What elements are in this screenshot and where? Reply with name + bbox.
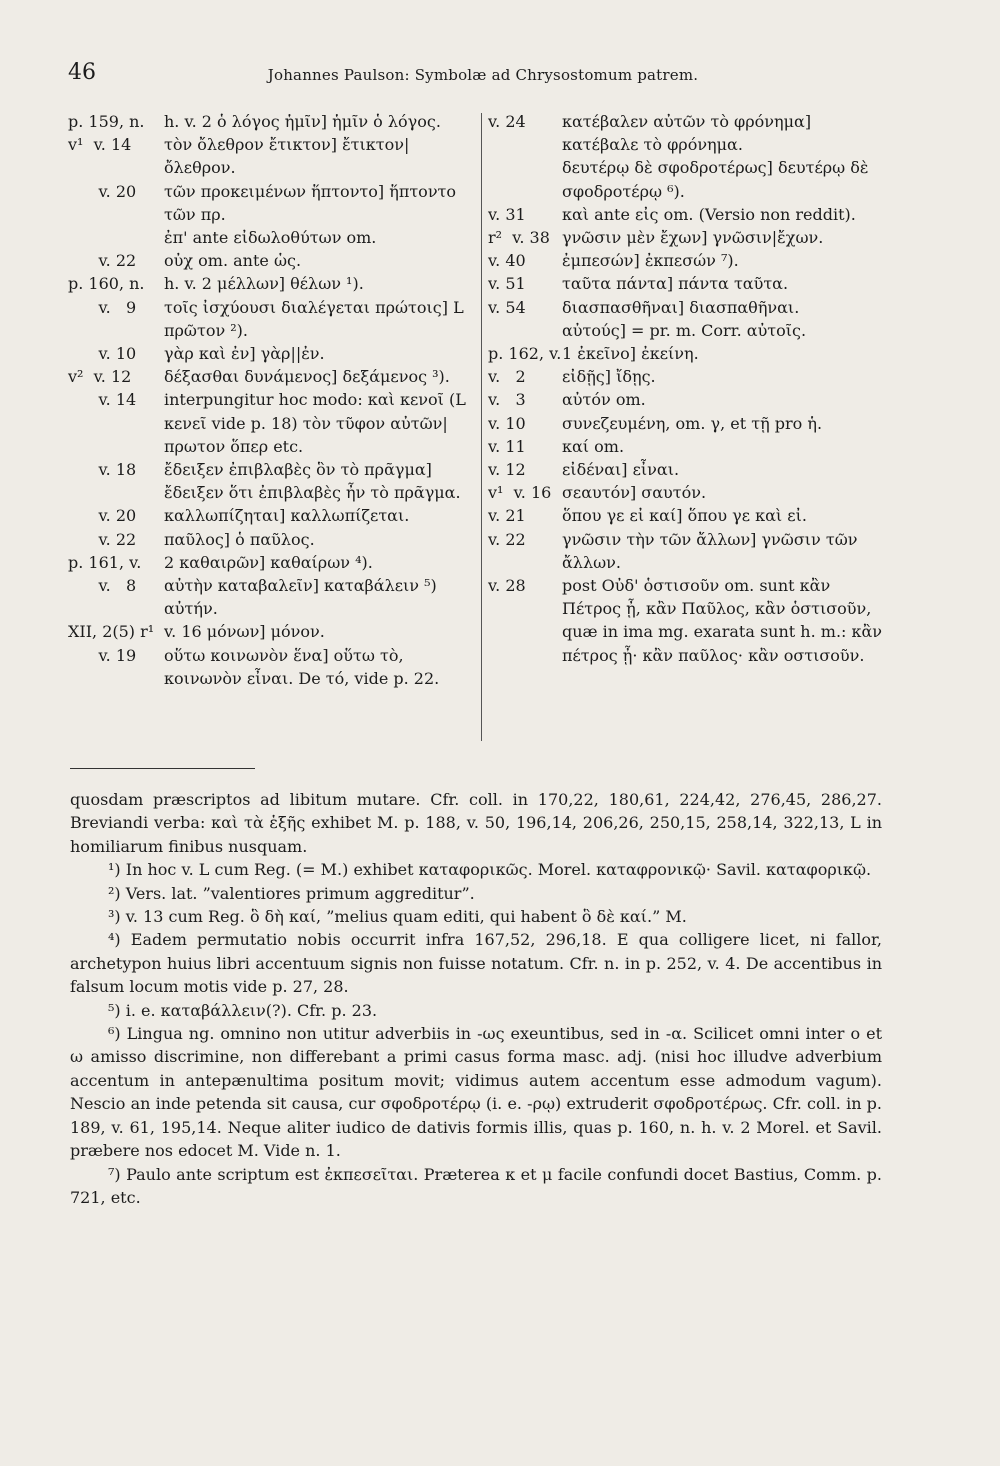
collation-entry bbox=[488, 110, 890, 156]
entry-text: δέξασθαι δυνάμενος] δεξάμενος ³). bbox=[164, 367, 450, 387]
footnote: ¹) In hoc v. L cum Reg. (= M.) exhibet καταφορικῶς. Morel. καταφρονικῷ· Savil. καταφορικῷ. bbox=[108, 860, 872, 880]
entry-reference: v. 8 bbox=[68, 576, 142, 596]
collation-entry bbox=[488, 203, 890, 226]
entry-reference: v. 10 bbox=[488, 413, 531, 433]
collation-entry bbox=[488, 481, 890, 504]
entry-reference: v¹ v. 16 bbox=[488, 483, 557, 503]
entry-text: interpungitur hoc modo: καὶ κενοῖ (L κενεῖ vide p. 18) τὸν τῦφον αὐτῶν| πρωτον ὅπερ etc. bbox=[164, 390, 466, 456]
entry-text: post Οὐδ' ὁστισοῦν om. sunt κἂν Πέτρος ᾖ, κἂν Παῦλος, κἂν ὁστισοῦν, quæ in ima mg. exarata sunt h. m.: κἂν πέτρος ᾖ· κἂν παῦλος· κἂν οστισοῦν. bbox=[562, 576, 883, 665]
footnote: ³) v. 13 cum Reg. ὃ δὴ καί, ”melius quam editi, qui habent ὃ δὲ καί.” M. bbox=[108, 907, 687, 927]
entry-reference: v. 22 bbox=[68, 251, 142, 271]
column-divider bbox=[481, 113, 482, 741]
entry-reference: v. 22 bbox=[68, 529, 142, 549]
footnote-rule bbox=[70, 768, 255, 769]
footnote: ⁶) Lingua ng. omnino non utitur adverbiis in -ως exeuntibus, sed in -α. Scilicet omni inter ο et ω amisso discrimine, non differebant a primi casus forma masc. adj. (nisi hoc illudve adverbium accentum in antepænultima positum movit; vidimus autem accentum esse admodum vagum). Nescio an inde petenda sit causa, cur σφοδροτέρῳ (i. e. -ρῳ) extruderit σφοδροτέρως. Cfr. coll. in p. 189, v. 61, 195,14. Neque aliter iudico de dativis formis illis, quas p. 160, n. h. v. 2 Morel. et Savil. præbere nos edocet M. Vide n. 1. bbox=[70, 1024, 882, 1161]
collation-entry bbox=[68, 504, 474, 527]
collation-entry bbox=[68, 644, 474, 690]
entry-text: κατέβαλεν αὐτῶν τὸ φρόνημα] κατέβαλε τὸ φρόνημα. bbox=[562, 112, 812, 155]
entry-text: ἔδειξεν ἐπιβλαβὲς ὃν τὸ πρᾶγμα] ἔδειξεν ὅτι ἐπιβλαβὲς ἦν τὸ πρᾶγμα. bbox=[164, 460, 461, 503]
collation-entry bbox=[488, 435, 890, 458]
entry-reference bbox=[488, 156, 562, 202]
entry-text: καλλωπίζηται] καλλωπίζεται. bbox=[164, 506, 410, 526]
entry-text: οὐχ om. ante ὡς. bbox=[164, 251, 302, 271]
entry-text: γνῶσιν μὲν ἔχων] γνῶσιν|ἔχων. bbox=[562, 228, 824, 248]
collation-entry bbox=[488, 249, 890, 272]
entry-reference: v. 51 bbox=[488, 274, 531, 294]
entry-text: σεαυτόν] σαυτόν. bbox=[562, 483, 707, 503]
entry-text: διασπασθῆναι] διασπαθῆναι. bbox=[562, 297, 800, 317]
collation-entry bbox=[68, 458, 474, 504]
collation-entry bbox=[68, 249, 474, 272]
entry-text: h. v. 2 μέλλων] θέλων ¹). bbox=[164, 274, 364, 294]
collation-entry bbox=[488, 296, 890, 319]
entry-reference: XII, 2(5) r¹ bbox=[68, 622, 160, 642]
collation-entry bbox=[68, 528, 474, 551]
entry-text: καί om. bbox=[562, 436, 625, 456]
collation-entry bbox=[488, 504, 890, 527]
entry-reference: v. 18 bbox=[68, 460, 142, 480]
collation-entry bbox=[68, 365, 474, 388]
collation-entry bbox=[488, 574, 890, 667]
entry-reference: v² v. 12 bbox=[68, 367, 137, 387]
footnote: ⁷) Paulo ante scriptum est ἐκπεσεῖται. Præterea κ et μ facile confundi docet Bastius, Comm. p. 721, etc. bbox=[70, 1164, 882, 1207]
entry-reference: v. 24 bbox=[488, 112, 531, 131]
entry-reference: v. 21 bbox=[488, 506, 531, 526]
entry-reference: p. 161, v. bbox=[68, 552, 147, 572]
entry-text: καὶ ante εἰς om. (Versio non reddit). bbox=[562, 204, 856, 224]
entry-reference: v. 10 bbox=[68, 344, 142, 364]
entry-reference: v. 3 bbox=[488, 390, 531, 410]
entry-text: ἐμπεσών] ἐκπεσών ⁷). bbox=[562, 251, 739, 271]
collation-entry bbox=[68, 620, 474, 643]
entry-text: συνεζευμένη, om. γ, et τῇ pro ἡ. bbox=[562, 413, 823, 433]
collation-entry bbox=[68, 296, 474, 342]
footnotes bbox=[70, 788, 882, 1209]
entry-text: γὰρ καὶ ἐν] γὰρ||ἐν. bbox=[164, 344, 325, 364]
entry-text: αὐτὴν καταβαλεῖν] καταβάλειν ⁵) αὐτήν. bbox=[164, 576, 437, 619]
entry-reference: v. 31 bbox=[488, 204, 531, 224]
entry-text: γνῶσιν τὴν τῶν ἄλλων] γνῶσιν τῶν ἄλλων. bbox=[562, 529, 858, 572]
entry-text: ἐπ' ante εἰδωλοθύτων om. bbox=[164, 228, 377, 248]
entry-text: τὸν ὄλεθρον ἔτικτον] ἔτικτον|ὄλεθρον. bbox=[164, 135, 410, 178]
entry-reference bbox=[68, 226, 164, 249]
entry-text: εἰδέναι] εἶναι. bbox=[562, 460, 680, 480]
footnote: ⁴) Eadem permutatio nobis occurrit infra 167,52, 296,18. E qua colligere licet, ni fallor, archetypon huius libri accentuum signis non fuisse notatum. Cfr. n. in p. 252, v. 4. De accentibus in falsum locum motis vide p. 27, 28. bbox=[70, 930, 882, 997]
collation-entry bbox=[68, 226, 474, 249]
collation-entry bbox=[488, 272, 890, 295]
entry-text: ταῦτα πάντα] πάντα ταῦτα. bbox=[562, 274, 789, 294]
entry-text: εἰδῇς] ἴδῃς. bbox=[562, 367, 656, 387]
entry-text: δευτέρῳ δὲ σφοδροτέρως] δευτέρῳ δὲ σφοδροτέρῳ ⁶). bbox=[562, 158, 869, 201]
collation-entry bbox=[488, 412, 890, 435]
entry-reference: r² v. 38 bbox=[488, 228, 555, 248]
collation-entry bbox=[488, 458, 890, 481]
entry-text: ὅπου γε εἰ καί] ὅπου γε καὶ εἰ. bbox=[562, 506, 807, 526]
entry-reference: v¹ v. 14 bbox=[68, 135, 137, 155]
entry-reference: v. 22 bbox=[488, 529, 531, 549]
entry-reference: v. 20 bbox=[68, 506, 142, 526]
entry-reference: p. 160, n. bbox=[68, 274, 150, 294]
entry-reference: v. 20 bbox=[68, 181, 142, 201]
collation-entry bbox=[488, 365, 890, 388]
collation-entry bbox=[68, 133, 474, 179]
entry-reference: p. 162, v. bbox=[488, 344, 567, 364]
entry-reference: v. 11 bbox=[488, 436, 531, 456]
collation-entry bbox=[68, 272, 474, 295]
note-continuation: quosdam præscriptos ad libitum mutare. Cfr. coll. in 170,22, 180,61, 224,42, 276,45, 286,27. Breviandi verba: καὶ τὰ ἑξῆς exhibet M. p. 188, v. 50, 196,14, 206,26, 250,15, 258,14, 322,13, L in homiliarum finibus nusquam. bbox=[70, 790, 882, 856]
footnote: ²) Vers. lat. ”valentiores primum aggreditur”. bbox=[108, 883, 475, 903]
collation-entry bbox=[68, 388, 474, 458]
entry-reference bbox=[488, 319, 562, 342]
collation-entry bbox=[68, 342, 474, 365]
entry-reference: v. 40 bbox=[488, 251, 531, 271]
collation-entry bbox=[68, 110, 474, 133]
entry-reference: v. 12 bbox=[488, 460, 531, 480]
page-number: 46 bbox=[68, 60, 96, 85]
entry-reference: p. 159, n. bbox=[68, 112, 150, 131]
footnote: ⁵) i. e. καταβάλλειν(?). Cfr. p. 23. bbox=[108, 1000, 378, 1020]
left-collation-column bbox=[68, 110, 474, 690]
entry-text: 1 ἐκεῖνο] ἐκείνη. bbox=[562, 344, 699, 364]
collation-entry bbox=[488, 388, 890, 411]
entry-reference: v. 28 bbox=[488, 576, 531, 596]
collation-entry bbox=[488, 342, 890, 365]
entry-text: τῶν προκειμένων ἥπτοντο] ἥπτοντο τῶν πρ. bbox=[164, 181, 457, 224]
entry-reference: v. 19 bbox=[68, 645, 142, 665]
entry-text: αὐτούς] = pr. m. Corr. αὐτοῖς. bbox=[562, 320, 807, 340]
collation-entry bbox=[488, 156, 890, 202]
entry-reference: v. 54 bbox=[488, 297, 531, 317]
right-collation-column bbox=[488, 110, 890, 667]
collation-entry bbox=[488, 319, 890, 342]
collation-entry bbox=[488, 528, 890, 574]
entry-text: h. v. 2 ὁ λόγος ἡμῖν] ἡμῖν ὁ λόγος. bbox=[164, 112, 441, 131]
entry-reference: v. 2 bbox=[488, 367, 531, 387]
entry-text: οὕτω κοινωνὸν ἕνα] οὕτω τὸ, κοινωνὸν εἶναι. De τό, vide p. 22. bbox=[164, 645, 440, 688]
entry-text: αὐτόν om. bbox=[562, 390, 646, 410]
entry-text: τοῖς ἰσχύουσι διαλέγεται πρώτοις] L πρῶτον ²). bbox=[164, 297, 464, 340]
entry-text: 2 καθαιρῶν] καθαίρων ⁴). bbox=[164, 552, 373, 572]
collation-entry bbox=[488, 226, 890, 249]
page-header bbox=[68, 58, 898, 92]
collation-entry bbox=[68, 180, 474, 226]
collation-entry bbox=[68, 574, 474, 620]
entry-reference: v. 14 bbox=[68, 390, 142, 410]
running-title: Johannes Paulson: Symbolæ ad Chrysostomum patrem. bbox=[267, 66, 699, 84]
collation-entry bbox=[68, 551, 474, 574]
entry-text: παῦλος] ὁ παῦλος. bbox=[164, 529, 315, 549]
entry-reference: v. 9 bbox=[68, 297, 142, 317]
entry-text: v. 16 μόνων] μόνον. bbox=[164, 622, 325, 642]
